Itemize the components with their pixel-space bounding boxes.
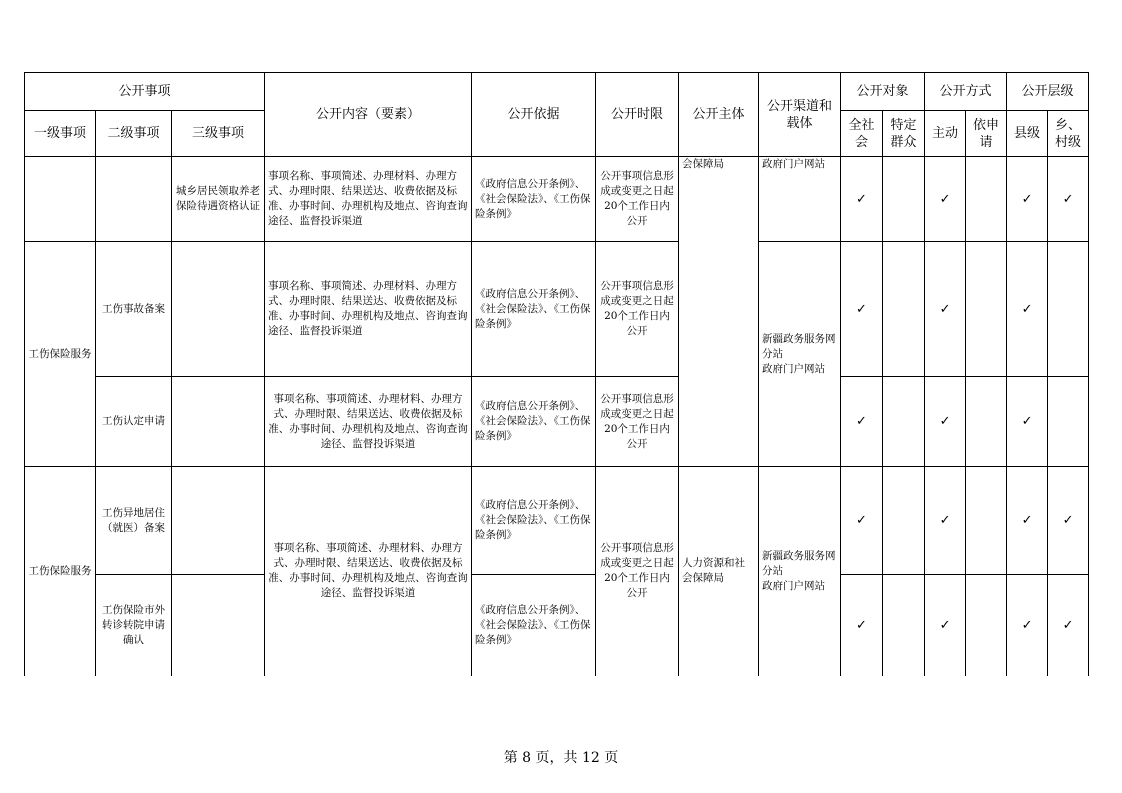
cell-basis: 《政府信息公开条例》、《社会保险法》、《工伤保险条例》 [472,575,596,676]
table-row [25,377,1089,467]
cell-level2: 工伤事故备案 [96,242,172,377]
cell-content: 事项名称、事项简述、办理材料、办理方式、办理时限、结果送达、收费依据及标准、办事时间、办理机构及地点、咨询查询途径、监督投诉渠道 [265,242,472,377]
cell-time: 公开事项信息形成或变更之日起20个工作日内公开 [596,377,679,467]
cell-basis: 《政府信息公开条例》、《社会保险法》、《工伤保险条例》 [472,157,596,242]
cell-subject: 会保障局 [679,157,759,242]
header-level2: 二级事项 [96,111,172,157]
cell-level3 [172,377,265,467]
check-method-active: ✓ [925,377,966,467]
cell-level-village [1048,377,1089,467]
cell-content: 事项名称、事项简述、办理材料、办理方式、办理时限、结果送达、收费依据及标准、办事时间、办理机构及地点、咨询查询途径、监督投诉渠道 [265,157,472,242]
cell-level1: 工伤保险服务 [25,467,96,676]
cell-content: 事项名称、事项简述、办理材料、办理方式、办理时限、结果送达、收费依据及标准、办事时间、办理机构及地点、咨询查询途径、监督投诉渠道 [265,377,472,467]
page-footer: 第 8 页，共 12 页 [503,750,619,766]
header-level: 公开层级 [1007,73,1089,111]
cell-level3 [172,575,265,676]
check-level-county: ✓ [1007,467,1048,575]
cell-time: 公开事项信息形成或变更之日起20个工作日内公开 [596,157,679,242]
check-level-county: ✓ [1007,575,1048,676]
table-row [25,575,1089,676]
cell-basis: 《政府信息公开条例》、《社会保险法》、《工伤保险条例》 [472,467,596,575]
cell-method-apply [966,242,1007,377]
header-level3: 三级事项 [172,111,265,157]
cell-target-specific [883,377,925,467]
header-time-limit: 公开时限 [596,73,679,157]
cell-method-apply [966,467,1007,575]
cell-time: 公开事项信息形成或变更之日起20个工作日内公开 [596,467,679,676]
header-channel: 公开渠道和载体 [759,73,841,157]
check-level-village: ✓ [1048,157,1089,242]
header-level-village: 乡、村级 [1048,111,1089,157]
cell-method-apply [966,157,1007,242]
check-level-village: ✓ [1048,467,1089,575]
check-target-all: ✓ [841,467,883,575]
cell-subject: 人力资源和社会保障局 [679,467,759,676]
check-method-active: ✓ [925,467,966,575]
cell-time: 公开事项信息形成或变更之日起20个工作日内公开 [596,242,679,377]
header-target-specific: 特定群众 [883,111,925,157]
cell-subject [679,377,759,467]
check-target-all: ✓ [841,157,883,242]
header-target-all: 全社会 [841,111,883,157]
table-row [25,242,1089,377]
cell-target-specific [883,157,925,242]
cell-target-specific [883,242,925,377]
check-target-all: ✓ [841,575,883,676]
header-method: 公开方式 [925,73,1007,111]
header-public-items: 公开事项 [25,73,265,111]
cell-level1 [25,157,96,242]
cell-level2: 工伤异地居住（就医）备案 [96,467,172,575]
check-target-all: ✓ [841,242,883,377]
cell-basis: 《政府信息公开条例》、《社会保险法》、《工伤保险条例》 [472,377,596,467]
cell-level2: 工伤保险市外转诊转院申请确认 [96,575,172,676]
cell-level-village [1048,242,1089,377]
check-method-active: ✓ [925,242,966,377]
cell-basis: 《政府信息公开条例》、《社会保险法》、《工伤保险条例》 [472,242,596,377]
cell-channel: 新疆政务服务网分站 政府门户网站 [759,467,841,676]
cell-level3 [172,242,265,377]
header-subject: 公开主体 [679,73,759,157]
header-level1: 一级事项 [25,111,96,157]
table-row [25,157,1089,242]
disclosure-table [24,72,1089,676]
cell-target-specific [883,467,925,575]
check-level-county: ✓ [1007,157,1048,242]
cell-subject [679,242,759,377]
cell-content: 事项名称、事项简述、办理材料、办理方式、办理时限、结果送达、收费依据及标准、办事时间、办理机构及地点、咨询查询途径、监督投诉渠道 [265,467,472,676]
table-row [25,467,1089,575]
cell-channel: 新疆政务服务网分站 政府门户网站 [759,242,841,467]
cell-level2: 工伤认定申请 [96,377,172,467]
header-target: 公开对象 [841,73,925,111]
check-level-village: ✓ [1048,575,1089,676]
cell-level3: 城乡居民领取养老保险待遇资格认证 [172,157,265,242]
header-method-apply: 依申请 [966,111,1007,157]
check-method-active: ✓ [925,575,966,676]
check-method-active: ✓ [925,157,966,242]
cell-target-specific [883,575,925,676]
cell-level1: 工伤保险服务 [25,242,96,467]
check-level-county: ✓ [1007,242,1048,377]
cell-level3 [172,467,265,575]
header-method-active: 主动 [925,111,966,157]
cell-level2 [96,157,172,242]
cell-method-apply [966,575,1007,676]
check-level-county: ✓ [1007,377,1048,467]
cell-method-apply [966,377,1007,467]
header-basis: 公开依据 [472,73,596,157]
header-level-county: 县级 [1007,111,1048,157]
check-target-all: ✓ [841,377,883,467]
header-content: 公开内容（要素） [265,73,472,157]
cell-channel: 政府门户网站 [759,157,841,242]
